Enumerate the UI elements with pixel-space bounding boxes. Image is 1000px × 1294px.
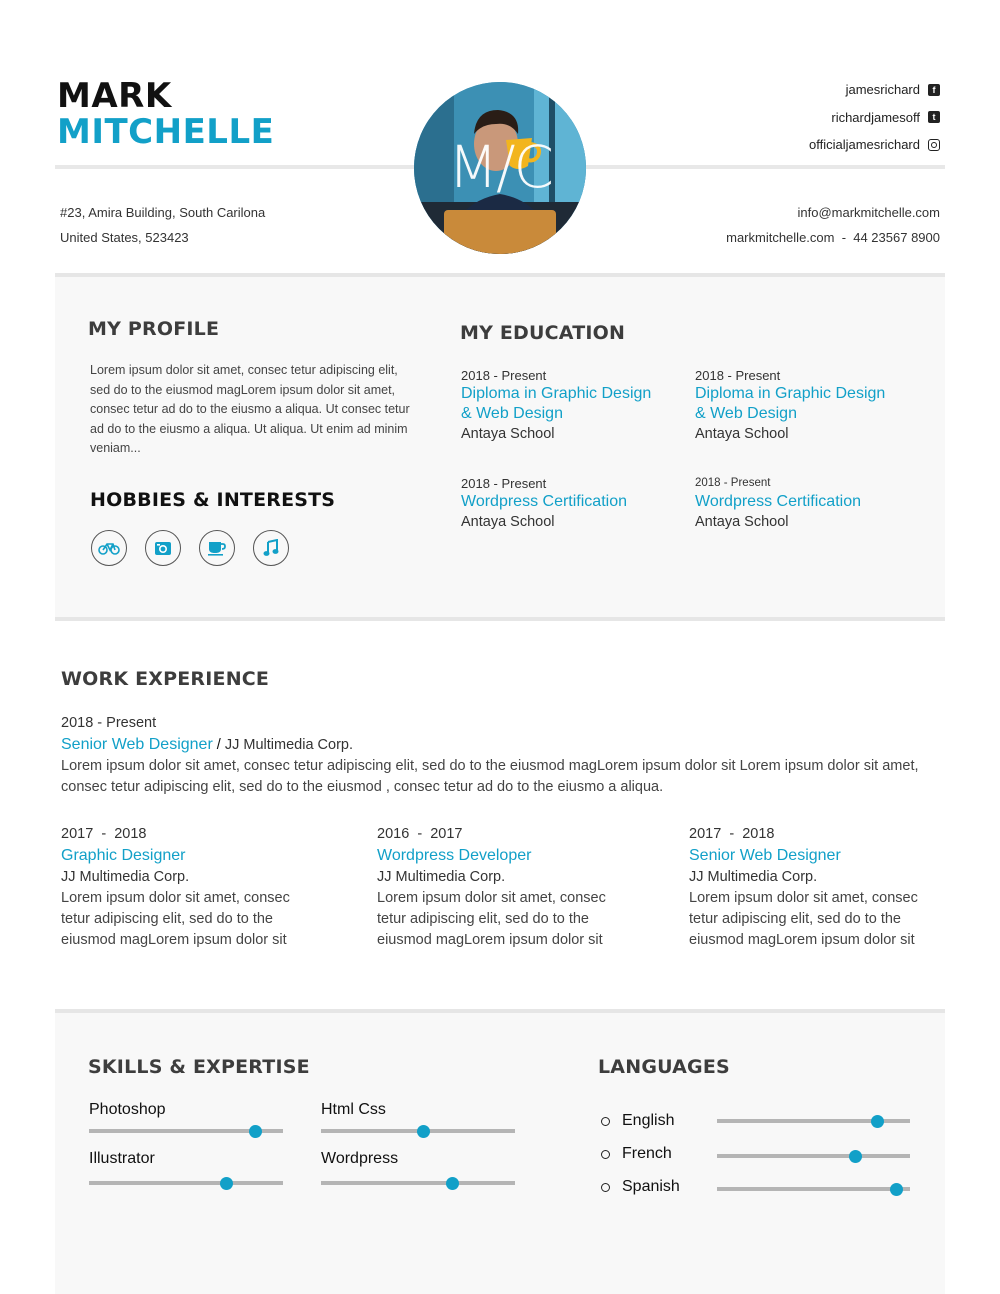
work-item-2 (377, 824, 627, 951)
skills-heading: SKILLS & EXPERTISE (88, 1056, 310, 1078)
language-bar-spanish (717, 1187, 910, 1191)
work-description: Lorem ipsum dolor sit amet, consec tetur adipiscing elit, sed do to the eiusmod magLorem ipsum dolor sit Lorem ipsum dolor sit amet, consec tetur adipiscing elit, sed do to the eiusmod , consec tetur ad do to the eiusmo a aliqua. (61, 758, 919, 795)
social-twitter[interactable] (809, 104, 940, 132)
social-links (809, 76, 940, 159)
work-description: Lorem ipsum dolor sit amet, consec tetur adipiscing elit, sed do to the eiusmod magLorem ipsum dolor sit (689, 890, 918, 948)
work-company: JJ Multimedia Corp. (224, 737, 353, 753)
website-phone[interactable]: markmitchelle.com - 44 23567 8900 (726, 230, 940, 245)
work-description: Lorem ipsum dolor sit amet, consec tetur adipiscing elit, sed do to the eiusmod magLorem ipsum dolor sit (377, 890, 606, 948)
language-name: French (622, 1145, 672, 1162)
language-label (601, 1112, 674, 1130)
education-title-line-2: & Web Design (695, 405, 797, 422)
skill-bar-photoshop (89, 1129, 283, 1133)
bullet-icon (601, 1150, 610, 1159)
education-heading: MY EDUCATION (460, 322, 626, 344)
coffee-cup-icon (199, 530, 235, 566)
work-description: Lorem ipsum dolor sit amet, consec tetur adipiscing elit, sed do to the eiusmod magLorem ipsum dolor sit (61, 890, 290, 948)
skill-level-knob (417, 1125, 430, 1138)
language-bar-english (717, 1119, 910, 1123)
instagram-icon (928, 139, 940, 151)
facebook-handle[interactable]: jamesrichard (845, 82, 920, 98)
education-date: 2018 - Present (461, 368, 547, 383)
profile-text: Lorem ipsum dolor sit amet, consec tetur adipiscing elit, sed do to the eiusmod magLorem ipsum dolor sit amet, consec tetur ad do to the eiusmo a aliqua. Ut consec tetur ad do to the eiusmo a aliqua. Ut aliqua. Ut enim ad minim veniam... (90, 363, 410, 455)
education-date: 2018 - Present (461, 476, 547, 491)
education-title: Diploma in Graphic Design (695, 385, 886, 402)
work-item-1 (61, 824, 311, 951)
skill-level-knob (446, 1177, 459, 1190)
education-item-3 (461, 475, 627, 532)
bicycle-icon (91, 530, 127, 566)
address-line-2: United States, 523423 (60, 230, 189, 245)
work-company: JJ Multimedia Corp. (61, 869, 190, 885)
language-bar-french (717, 1154, 910, 1158)
work-date: 2018 - Present (61, 715, 157, 731)
social-instagram[interactable] (809, 131, 940, 159)
address (60, 200, 265, 250)
work-role: Wordpress Developer (377, 847, 532, 864)
last-name: MITCHELLE (57, 112, 275, 152)
address-line-1: #23, Amira Building, South Carilona (60, 205, 266, 220)
language-level-knob (849, 1150, 862, 1163)
profile-photo (414, 82, 586, 254)
education-title: Diploma in Graphic Design (461, 385, 652, 402)
work-role: Graphic Designer (61, 847, 186, 864)
work-separator: / (212, 737, 225, 753)
work-company: JJ Multimedia Corp. (689, 869, 818, 885)
work-item-main (61, 713, 941, 798)
bullet-icon (601, 1183, 610, 1192)
education-school: Antaya School (695, 514, 789, 530)
email[interactable]: info@markmitchelle.com (797, 205, 940, 220)
bullet-icon (601, 1117, 610, 1126)
education-title: Wordpress Certification (461, 493, 627, 510)
profile-heading: MY PROFILE (88, 318, 220, 340)
skill-label: Wordpress (321, 1150, 399, 1167)
facebook-icon: f (928, 84, 940, 96)
skill-label: Photoshop (89, 1101, 166, 1118)
work-date: 2017 - 2018 (61, 826, 147, 842)
language-name: Spanish (622, 1178, 680, 1195)
music-note-icon (253, 530, 289, 566)
monogram: M/C (447, 133, 553, 201)
twitter-icon: t (928, 111, 940, 123)
skill-bar-illustrator (89, 1181, 283, 1185)
skill-level-knob (249, 1125, 262, 1138)
work-date: 2017 - 2018 (689, 826, 775, 842)
language-label (601, 1178, 680, 1196)
candidate-name (57, 78, 274, 150)
social-facebook[interactable] (809, 76, 940, 104)
skill-label: Html Css (321, 1101, 386, 1118)
skills-languages-panel (55, 1009, 945, 1294)
work-role: Senior Web Designer (61, 736, 213, 753)
skill-label: Illustrator (89, 1150, 155, 1167)
language-level-knob (890, 1183, 903, 1196)
camera-icon (145, 530, 181, 566)
work-role: Senior Web Designer (689, 847, 841, 864)
twitter-handle[interactable]: richardjamesoff (831, 109, 920, 125)
language-level-knob (871, 1115, 884, 1128)
education-item-1 (461, 367, 651, 444)
work-heading: WORK EXPERIENCE (61, 668, 270, 690)
work-company: JJ Multimedia Corp. (377, 869, 506, 885)
instagram-handle[interactable]: officialjamesrichard (808, 137, 920, 153)
work-date: 2016 - 2017 (377, 826, 463, 842)
education-title-line-2: & Web Design (461, 405, 563, 422)
languages-heading: LANGUAGES (598, 1056, 730, 1078)
contact-info (726, 200, 940, 250)
education-date: 2018 - Present (695, 368, 781, 383)
education-date: 2018 - Present (695, 477, 771, 489)
education-school: Antaya School (461, 514, 555, 530)
language-label (601, 1145, 672, 1163)
education-school: Antaya School (461, 426, 555, 442)
hobbies-heading: HOBBIES & INTERESTS (90, 489, 336, 511)
education-school: Antaya School (695, 426, 789, 442)
language-name: English (622, 1112, 675, 1129)
work-item-3 (689, 824, 939, 951)
education-item-4 (695, 475, 861, 532)
first-name: MARK (57, 76, 172, 116)
education-item-2 (695, 367, 885, 444)
skill-level-knob (220, 1177, 233, 1190)
skill-bar-html-css (321, 1129, 515, 1133)
education-title: Wordpress Certification (695, 493, 861, 510)
skill-bar-wordpress (321, 1181, 515, 1185)
